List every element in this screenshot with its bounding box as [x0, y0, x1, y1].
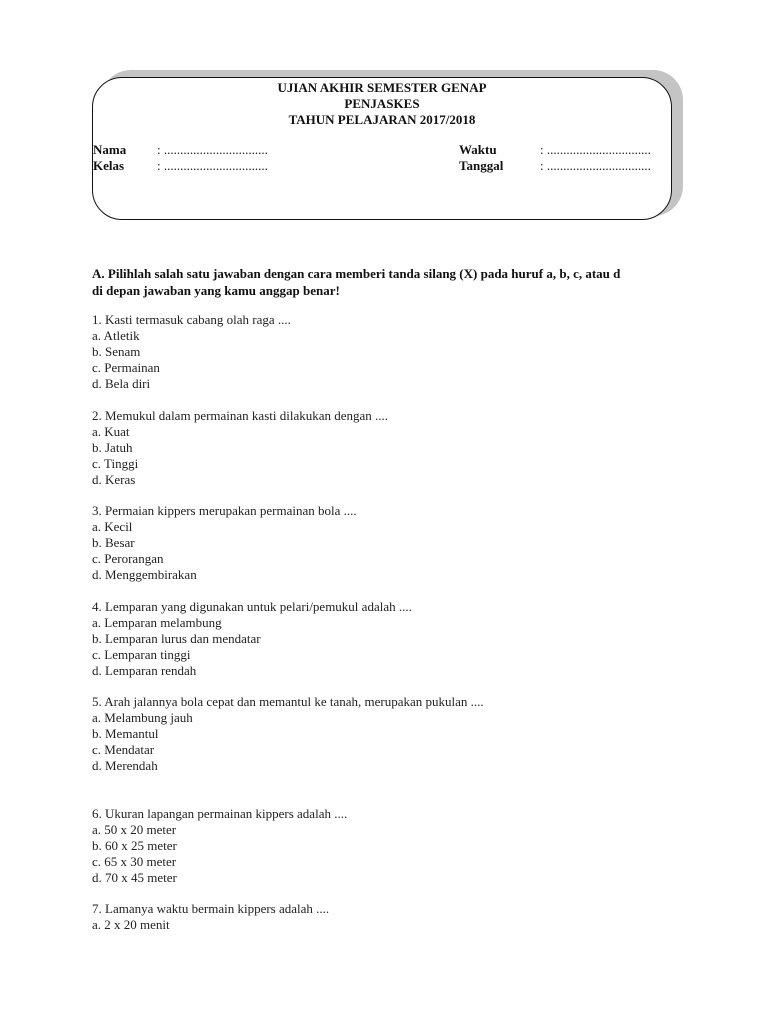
answer-option: d. Lemparan rendah [92, 663, 197, 678]
answer-option: d. 70 x 45 meter [92, 870, 177, 885]
answer-option: d. Keras [92, 472, 136, 487]
answer-option: b. Lemparan lurus dan mendatar [92, 631, 261, 646]
answer-option: c. Mendatar [92, 742, 155, 757]
question-1 [92, 312, 291, 392]
answer-option: c. Lemparan tinggi [92, 647, 191, 662]
question-2 [92, 408, 388, 488]
answer-option: d. Bela diri [92, 376, 151, 391]
answer-option: a. Kuat [92, 424, 130, 439]
answer-option: b. Memantul [92, 726, 159, 741]
question-text: 2. Memukul dalam permainan kasti dilakukan dengan .... [92, 408, 389, 423]
question-text: 4. Lemparan yang digunakan untuk pelari/pemukul adalah .... [92, 599, 412, 614]
question-6 [92, 806, 347, 886]
answer-option: c. Perorangan [92, 551, 164, 566]
question-text: 1. Kasti termasuk cabang olah raga .... [92, 312, 291, 327]
waktu-value: : ................................ [540, 142, 651, 157]
answer-option: b. Besar [92, 535, 135, 550]
answer-option: c. 65 x 30 meter [92, 854, 177, 869]
kelas-label: Kelas [93, 158, 125, 173]
answer-option: a. 50 x 20 meter [92, 822, 177, 837]
waktu-label: Waktu [459, 142, 497, 157]
tanggal-value: : ................................ [540, 158, 651, 173]
tanggal-label: Tanggal [459, 158, 504, 173]
exam-header-box [92, 77, 672, 220]
question-4 [92, 599, 412, 679]
answer-option: d. Menggembirakan [92, 567, 197, 582]
answer-option: b. Senam [92, 344, 141, 359]
answer-option: c. Permainan [92, 360, 160, 375]
exam-subject: PENJASKES [344, 96, 420, 111]
exam-year: TAHUN PELAJARAN 2017/2018 [288, 112, 476, 127]
answer-option: a. Melambung jauh [92, 710, 193, 725]
instruction-line-1: A. Pilihlah salah satu jawaban dengan cara memberi tanda silang (X) pada huruf a, b, c, atau d [92, 266, 621, 281]
answer-option: b. 60 x 25 meter [92, 838, 177, 853]
exam-title: UJIAN AKHIR SEMESTER GENAP [277, 80, 487, 95]
question-text: 5. Arah jalannya bola cepat dan memantul ke tanah, merupakan pukulan .... [92, 694, 484, 709]
answer-option: b. Jatuh [92, 440, 133, 455]
question-text: 6. Ukuran lapangan permainan kippers adalah .... [92, 806, 348, 821]
nama-label: Nama [93, 142, 127, 157]
answer-option: a. Lemparan melambung [92, 615, 222, 630]
answer-option: a. Kecil [92, 519, 133, 534]
question-text: 3. Permaian kippers merupakan permainan bola .... [92, 503, 357, 518]
answer-option: c. Tinggi [92, 456, 139, 471]
instruction [92, 265, 682, 299]
question-5 [92, 694, 484, 774]
instruction-line-2: di depan jawaban yang kamu anggap benar! [92, 283, 340, 298]
answer-option: a. Atletik [92, 328, 140, 343]
kelas-value: : ................................ [157, 158, 268, 173]
nama-value: : ................................ [157, 142, 268, 157]
answer-option: a. 2 x 20 menit [92, 917, 170, 932]
answer-option: d. Merendah [92, 758, 158, 773]
question-7 [92, 901, 329, 933]
question-3 [92, 503, 357, 583]
question-text: 7. Lamanya waktu bermain kippers adalah .... [92, 901, 330, 916]
